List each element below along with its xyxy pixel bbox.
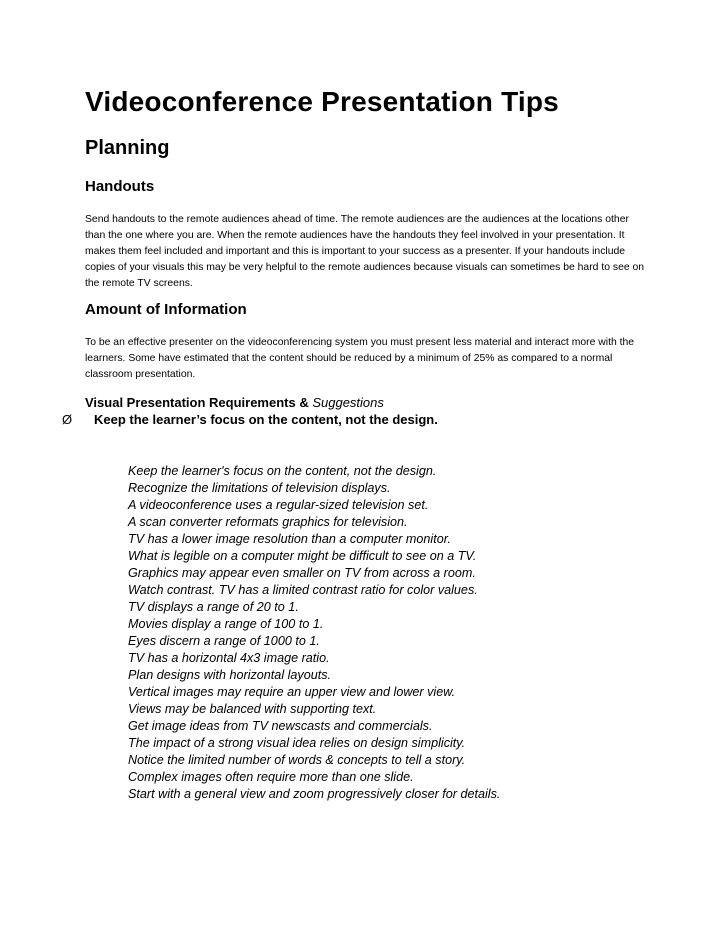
subheading-handouts: Handouts <box>85 178 155 195</box>
tip-item: The impact of a strong visual idea relies on design simplicity. <box>128 736 466 750</box>
tip-item: A scan converter reformats graphics for television. <box>128 515 408 529</box>
tip-item: Notice the limited number of words & concepts to tell a story. <box>128 753 466 767</box>
tip-item: Vertical images may require an upper view and lower view. <box>128 685 456 699</box>
tip-item: Graphics may appear even smaller on TV from across a room. <box>128 566 476 580</box>
tip-item: Plan designs with horizontal layouts. <box>128 668 332 682</box>
tip-item: TV displays a range of 20 to 1. <box>128 600 299 614</box>
tip-item: A videoconference uses a regular-sized television set. <box>128 498 429 512</box>
tip-item: Complex images often require more than one slide. <box>128 770 414 784</box>
bullet-item <box>62 412 438 427</box>
bullet-text: Keep the learner’s focus on the content, not the design. <box>94 412 438 427</box>
page-title: Videoconference Presentation Tips <box>85 86 559 117</box>
tip-item: Keep the learner's focus on the content, not the design. <box>128 464 437 478</box>
tips-list <box>128 463 500 803</box>
paragraph-amount-of-information: To be an effective presenter on the videoconferencing system you must present less material and interact more with the learners. Some have estimated that the content should be reduced by a minimum of 25% as compared to a normal classroom presentation. <box>85 337 635 380</box>
arrow-bullet-icon: Ø <box>62 412 73 427</box>
tip-item: Start with a general view and zoom progressively closer for details. <box>128 787 501 801</box>
tip-item: Eyes discern a range of 1000 to 1. <box>128 634 320 648</box>
tip-item: Watch contrast. TV has a limited contrast ratio for color values. <box>128 583 478 597</box>
tip-item: Movies display a range of 100 to 1. <box>128 617 324 631</box>
visual-heading-suggestions: Suggestions <box>312 395 384 410</box>
tip-item: TV has a horizontal 4x3 image ratio. <box>128 651 330 665</box>
tip-item: Views may be balanced with supporting text. <box>128 702 377 716</box>
tip-item: Get image ideas from TV newscasts and commercials. <box>128 719 433 733</box>
visual-heading-prefix: Visual Presentation Requirements & <box>85 395 313 410</box>
subheading-amount-of-information: Amount of Information <box>85 301 247 318</box>
tip-item: Recognize the limitations of television displays. <box>128 481 391 495</box>
tip-item: TV has a lower image resolution than a computer monitor. <box>128 532 451 546</box>
paragraph-handouts: Send handouts to the remote audiences ahead of time. The remote audiences are the audiences at the locations other than the one where you are. When the remote audiences have the handouts they feel involved in your presentation. It makes them feel included and important and this is important to your success as a presenter. If your handouts include copies of your visuals this may be very helpful to the remote audiences because visuals can sometimes be hard to see on the remote TV screens. <box>85 214 645 289</box>
tip-item: What is legible on a computer might be difficult to see on a TV. <box>128 549 477 563</box>
section-heading-planning: Planning <box>85 137 170 159</box>
subheading-visual-requirements <box>85 395 384 410</box>
